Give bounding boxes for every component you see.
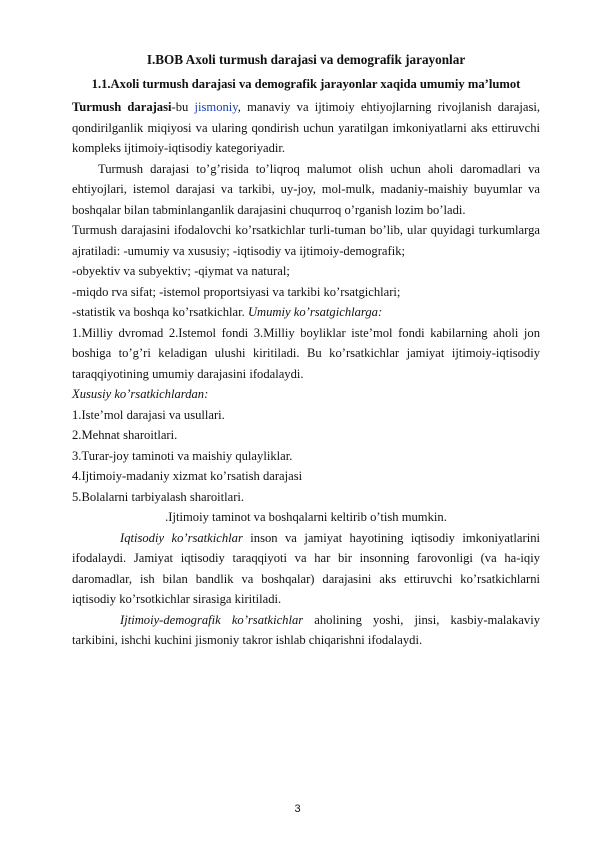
term-turmush-darajasi: Turmush darajasi	[72, 100, 172, 114]
line-miqdo: -miqdo rva sifat; -istemol proportsiyasi va tarkibi ko’rsatgichlari;	[72, 284, 401, 299]
xususiy-label: Xususiy ko’rsatkichlardan:	[72, 387, 209, 401]
statistik-text: -statistik va boshqa ko’rsatkichlar.	[72, 305, 248, 319]
list-item: 1.Iste’mol darajasi va usullari.	[72, 407, 225, 422]
iqtisodiy-rest: inson va jamiyat hayotining iqtisodiy imkoniyatlarini ifodalaydi. Jamiyat iqtisodiy taraqqiyoti va har bir insonning farovonligi (va ha-iqiy daromadlar, ish bilan bandlik va boshqalar) darajasini aks ettiruvchi ko’rsatkichlarni iqtisodiy ko’rsotkichlar sirasiga kiritiladi.	[72, 530, 540, 606]
umumiy-label: Umumiy ko’rsatgichlarga:	[247, 305, 383, 319]
paragraph-iqtisodiy	[72, 528, 540, 610]
chapter-title: I.BOB Axoli turmush darajasi va demografik jarayonlar	[146, 52, 466, 67]
link-jismoniy[interactable]: jismoniy	[194, 100, 238, 114]
list-item: 5.Bolalarni tarbiyalash sharoitlari.	[72, 489, 245, 504]
list-item: 3.Turar-joy taminoti va maishiy qulayliklar.	[72, 448, 293, 463]
paragraph-milliy: 1.Milliy dvromad 2.Istemol fondi 3.Milliy boyliklar iste’mol fondi kabilarning aholi jon boshiga to’g’ri keladigan ulushi kiritiladi. Bu ko’rsatkichlar jamiyat ijtimoiy-iqtisodiy taraqqiyotining umumiy darajasini ifodalaydi.	[72, 325, 540, 381]
section-title: 1.1.Axoli turmush darajasi va demografik jarayonlar xaqida umumiy ma’lumot	[91, 77, 521, 91]
line-obyektiv: -obyektiv va subyektiv; -qiymat va natural;	[72, 264, 290, 278]
paragraph-demografik	[72, 610, 540, 651]
line-statistik	[72, 302, 540, 323]
centered-line: .Ijtimoiy taminot va boshqalarni keltirib o’tish mumkin.	[165, 510, 447, 524]
dash-bu: -bu	[171, 100, 195, 114]
paragraph-malumot: Turmush darajasi to’g’risida to’liqroq malumot olish uchun aholi daromadlari va ehtiyojlari, istemol darajasi va tarkibi, uy-joy, mol-mulk, madaniy-maishiy buyumlar va boshqalar bilan tabminlanganlik darajasini chuqurroq o’rganish lozim bo’ladi.	[72, 161, 540, 217]
document-page	[72, 40, 540, 651]
page-number: 3	[294, 803, 301, 815]
paragraph-korsatkichlar: Turmush darajasini ifodalovchi ko’rsatkichlar turli-tuman bo’lib, ular quyidagi turkumlarga ajratiladi: -umumiy va xususiy; -iqtisodiy va ijtimoiy-demografik;	[72, 223, 540, 258]
list-item: 4.Ijtimoiy-madaniy xizmat ko’rsatish darajasi	[72, 469, 303, 483]
demografik-rest: aholining yoshi, jinsi, kasbiy-malakaviy tarkibini, ishchi kuchini jismoniy takror ishlab chiqarishni ifodalaydi.	[72, 612, 540, 647]
term-demografik: Ijtimoiy-demografik ko’rsatkichlar	[120, 612, 304, 627]
list-item: 2.Mehnat sharoitlari.	[72, 428, 178, 442]
paragraph-rest: , manaviy va ijtimoiy ehtiyojlarning rivojlanish darajasi, qondirilganlik miqiyosi va ularing qondirish uchun yaratilgan imkoniyatlarni aks ettiruvchi kompleks ijtimoiy-iqtisodiy kategoriyadir.	[72, 100, 541, 155]
term-iqtisodiy: Iqtisodiy ko’rsatkichlar	[120, 530, 243, 545]
paragraph-turmush-darajasi	[72, 97, 540, 159]
